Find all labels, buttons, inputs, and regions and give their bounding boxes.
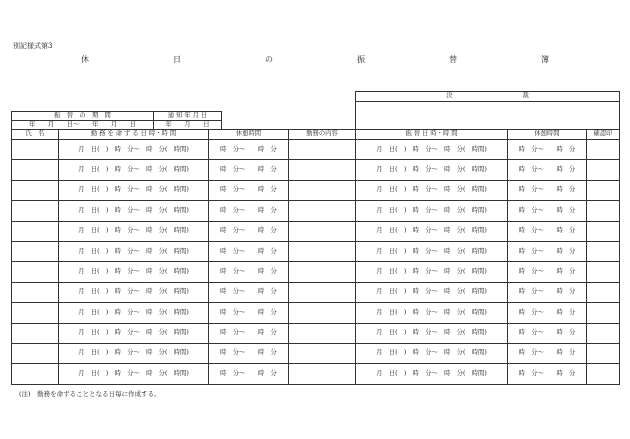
confirm-seal-cell[interactable] [587, 343, 620, 363]
substitute-datetime-cell[interactable]: 月 日( ) 時 分〜 時 分( 時間) [356, 201, 508, 221]
rest-time-2-cell[interactable]: 時 分〜 時 分 [508, 180, 587, 200]
rest-time-cell[interactable]: 時 分〜 時 分 [209, 262, 289, 282]
name-cell[interactable] [12, 140, 59, 160]
rest-time-2-cell[interactable]: 時 分〜 時 分 [508, 201, 587, 221]
name-cell[interactable] [12, 282, 59, 302]
table-row [12, 241, 620, 261]
work-datetime-cell[interactable]: 月 日( ) 時 分〜 時 分( 時間) [59, 180, 209, 200]
work-content-cell[interactable] [289, 201, 356, 221]
substitute-datetime-cell[interactable]: 月 日( ) 時 分〜 時 分( 時間) [356, 241, 508, 261]
confirm-seal-cell[interactable] [587, 160, 620, 180]
rest-time-cell[interactable]: 時 分〜 時 分 [209, 140, 289, 160]
approval-box [355, 91, 620, 130]
substitute-datetime-cell[interactable]: 月 日( ) 時 分〜 時 分( 時間) [356, 180, 508, 200]
substitute-datetime-cell[interactable]: 月 日( ) 時 分〜 時 分( 時間) [356, 303, 508, 323]
work-datetime-cell[interactable]: 月 日( ) 時 分〜 時 分( 時間) [59, 343, 209, 363]
table-row [12, 140, 620, 160]
confirm-seal-cell[interactable] [587, 323, 620, 343]
col-rest-time-2: 休憩時間 [508, 130, 587, 140]
table-row [12, 323, 620, 343]
work-content-cell[interactable] [289, 221, 356, 241]
work-datetime-cell[interactable]: 月 日( ) 時 分〜 時 分( 時間) [59, 323, 209, 343]
work-datetime-cell[interactable]: 月 日( ) 時 分〜 時 分( 時間) [59, 221, 209, 241]
confirm-seal-cell[interactable] [587, 303, 620, 323]
substitution-table [11, 129, 620, 385]
rest-time-cell[interactable]: 時 分〜 時 分 [209, 221, 289, 241]
rest-time-2-cell[interactable]: 時 分〜 時 分 [508, 323, 587, 343]
table-row [12, 282, 620, 302]
rest-time-cell[interactable]: 時 分〜 時 分 [209, 282, 289, 302]
rest-time-cell[interactable]: 時 分〜 時 分 [209, 241, 289, 261]
rest-time-cell[interactable]: 時 分〜 時 分 [209, 323, 289, 343]
name-cell[interactable] [12, 343, 59, 363]
rest-time-cell[interactable]: 時 分〜 時 分 [209, 343, 289, 363]
rest-time-2-cell[interactable]: 時 分〜 時 分 [508, 221, 587, 241]
work-content-cell[interactable] [289, 303, 356, 323]
notice-date-value: 年 月 日 [154, 121, 222, 130]
confirm-seal-cell[interactable] [587, 364, 620, 384]
work-content-cell[interactable] [289, 140, 356, 160]
approval-label: 決 裁 [356, 92, 620, 102]
table-row [12, 221, 620, 241]
name-cell[interactable] [12, 303, 59, 323]
form-id: 別記様式第3 [13, 42, 53, 50]
work-datetime-cell[interactable]: 月 日( ) 時 分〜 時 分( 時間) [59, 201, 209, 221]
table-row [12, 201, 620, 221]
rest-time-2-cell[interactable]: 時 分〜 時 分 [508, 282, 587, 302]
substitute-datetime-cell[interactable]: 月 日( ) 時 分〜 時 分( 時間) [356, 221, 508, 241]
name-cell[interactable] [12, 364, 59, 384]
work-content-cell[interactable] [289, 323, 356, 343]
work-datetime-cell[interactable]: 月 日( ) 時 分〜 時 分( 時間) [59, 140, 209, 160]
rest-time-cell[interactable]: 時 分〜 時 分 [209, 364, 289, 384]
work-content-cell[interactable] [289, 282, 356, 302]
col-rest-time: 休憩時間 [209, 130, 289, 140]
confirm-seal-cell[interactable] [587, 201, 620, 221]
rest-time-2-cell[interactable]: 時 分〜 時 分 [508, 140, 587, 160]
confirm-seal-cell[interactable] [587, 180, 620, 200]
col-name: 氏 名 [12, 130, 59, 140]
period-header [11, 111, 222, 130]
confirm-seal-cell[interactable] [587, 282, 620, 302]
period-label: 振 替 の 期 間 [12, 112, 154, 121]
work-datetime-cell[interactable]: 月 日( ) 時 分〜 時 分( 時間) [59, 160, 209, 180]
table-row [12, 160, 620, 180]
notice-date-label: 通 知 年 月 日 [154, 112, 222, 121]
table-row [12, 180, 620, 200]
work-content-cell[interactable] [289, 262, 356, 282]
rest-time-cell[interactable]: 時 分〜 時 分 [209, 303, 289, 323]
col-substitute-datetime: 振 替 日 時・時 間 [356, 130, 508, 140]
table-row [12, 343, 620, 363]
work-datetime-cell[interactable]: 月 日( ) 時 分〜 時 分( 時間) [59, 282, 209, 302]
rest-time-2-cell[interactable]: 時 分〜 時 分 [508, 160, 587, 180]
name-cell[interactable] [12, 221, 59, 241]
work-content-cell[interactable] [289, 180, 356, 200]
work-datetime-cell[interactable]: 月 日( ) 時 分〜 時 分( 時間) [59, 262, 209, 282]
work-content-cell[interactable] [289, 343, 356, 363]
table-row [12, 262, 620, 282]
work-datetime-cell[interactable]: 月 日( ) 時 分〜 時 分( 時間) [59, 241, 209, 261]
substitute-datetime-cell[interactable]: 月 日( ) 時 分〜 時 分( 時間) [356, 140, 508, 160]
rest-time-2-cell[interactable]: 時 分〜 時 分 [508, 262, 587, 282]
rest-time-cell[interactable]: 時 分〜 時 分 [209, 180, 289, 200]
rest-time-cell[interactable]: 時 分〜 時 分 [209, 160, 289, 180]
table-row [12, 303, 620, 323]
substitute-datetime-cell[interactable]: 月 日( ) 時 分〜 時 分( 時間) [356, 262, 508, 282]
col-work-content: 勤務の内容 [289, 130, 356, 140]
page-title: 休 日 の 振 替 簿 [81, 55, 587, 64]
name-cell[interactable] [12, 180, 59, 200]
work-content-cell[interactable] [289, 241, 356, 261]
name-cell[interactable] [12, 323, 59, 343]
name-cell[interactable] [12, 262, 59, 282]
substitute-datetime-cell[interactable]: 月 日( ) 時 分〜 時 分( 時間) [356, 323, 508, 343]
col-work-datetime: 勤 務 を 命 ず る 日 時・時 間 [59, 130, 209, 140]
rest-time-2-cell[interactable]: 時 分〜 時 分 [508, 343, 587, 363]
work-content-cell[interactable] [289, 160, 356, 180]
table-row [12, 364, 620, 384]
approval-stamp-area [356, 102, 620, 130]
substitute-datetime-cell[interactable]: 月 日( ) 時 分〜 時 分( 時間) [356, 160, 508, 180]
substitute-datetime-cell[interactable]: 月 日( ) 時 分〜 時 分( 時間) [356, 282, 508, 302]
rest-time-2-cell[interactable]: 時 分〜 時 分 [508, 364, 587, 384]
confirm-seal-cell[interactable] [587, 241, 620, 261]
name-cell[interactable] [12, 160, 59, 180]
confirm-seal-cell[interactable] [587, 140, 620, 160]
substitute-datetime-cell[interactable]: 月 日( ) 時 分〜 時 分( 時間) [356, 364, 508, 384]
rest-time-2-cell[interactable]: 時 分〜 時 分 [508, 241, 587, 261]
work-datetime-cell[interactable]: 月 日( ) 時 分〜 時 分( 時間) [59, 364, 209, 384]
col-confirm-seal: 確認印 [587, 130, 620, 140]
footnote: (注) 勤務を命ずることとなる日毎に作成する。 [19, 390, 161, 398]
work-content-cell[interactable] [289, 364, 356, 384]
substitute-datetime-cell[interactable]: 月 日( ) 時 分〜 時 分( 時間) [356, 343, 508, 363]
confirm-seal-cell[interactable] [587, 262, 620, 282]
rest-time-cell[interactable]: 時 分〜 時 分 [209, 201, 289, 221]
name-cell[interactable] [12, 241, 59, 261]
period-value: 年 月 日〜 年 月 日 [12, 121, 154, 130]
work-datetime-cell[interactable]: 月 日( ) 時 分〜 時 分( 時間) [59, 303, 209, 323]
name-cell[interactable] [12, 201, 59, 221]
confirm-seal-cell[interactable] [587, 221, 620, 241]
rest-time-2-cell[interactable]: 時 分〜 時 分 [508, 303, 587, 323]
